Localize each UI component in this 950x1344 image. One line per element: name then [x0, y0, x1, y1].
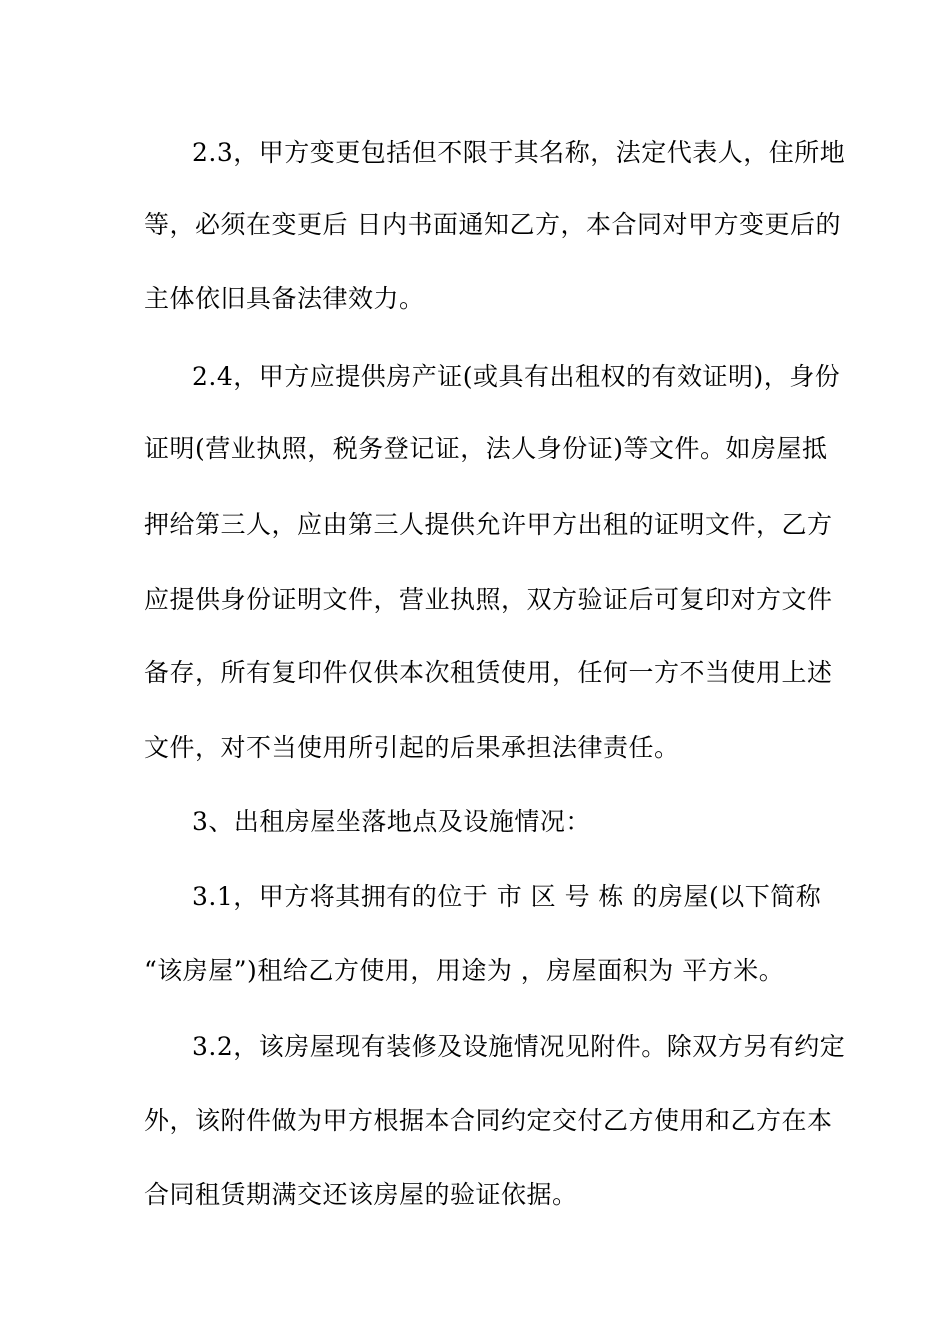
clause-2-4-line-4: 应提供身份证明文件，营业执照，双方验证后可复印对方文件	[144, 585, 833, 614]
clause-2-4-line-1: 2.4，甲方应提供房产证(或具有出租权的有效证明)，身份	[192, 362, 841, 391]
clause-2-3-line-1: 2.3，甲方变更包括但不限于其名称，法定代表人，住所地	[192, 138, 846, 167]
clause-2-4-line-3: 押给第三人，应由第三人提供允许甲方出租的证明文件，乙方	[144, 510, 833, 539]
clause-2-4-line-5: 备存，所有复印件仅供本次租赁使用，任何一方不当使用上述	[144, 658, 833, 687]
clause-2-4-line-6: 文件，对不当使用所引起的后果承担法律责任。	[144, 733, 680, 762]
section-3-heading: 3、出租房屋坐落地点及设施情况：	[192, 807, 591, 836]
clause-3-2-line-2: 外，该附件做为甲方根据本合同约定交付乙方使用和乙方在本	[144, 1106, 833, 1135]
clause-2-3-line-3: 主体依旧具备法律效力。	[144, 284, 425, 313]
clause-2-4-line-2: 证明(营业执照，税务登记证，法人身份证)等文件。如房屋抵	[144, 434, 828, 463]
clause-2-3-line-2: 等，必须在变更后 日内书面通知乙方，本合同对甲方变更后的	[144, 210, 841, 239]
clause-3-1-line-2: “该房屋”)租给乙方使用，用途为 ，房屋面积为 平方米。	[144, 956, 785, 985]
clause-3-1-line-1: 3.1，甲方将其拥有的位于 市 区 号 栋 的房屋(以下简称	[192, 882, 822, 911]
clause-3-2-line-1: 3.2，该房屋现有装修及设施情况见附件。除双方另有约定	[192, 1032, 846, 1061]
clause-3-2-line-3: 合同租赁期满交还该房屋的验证依据。	[144, 1180, 578, 1209]
